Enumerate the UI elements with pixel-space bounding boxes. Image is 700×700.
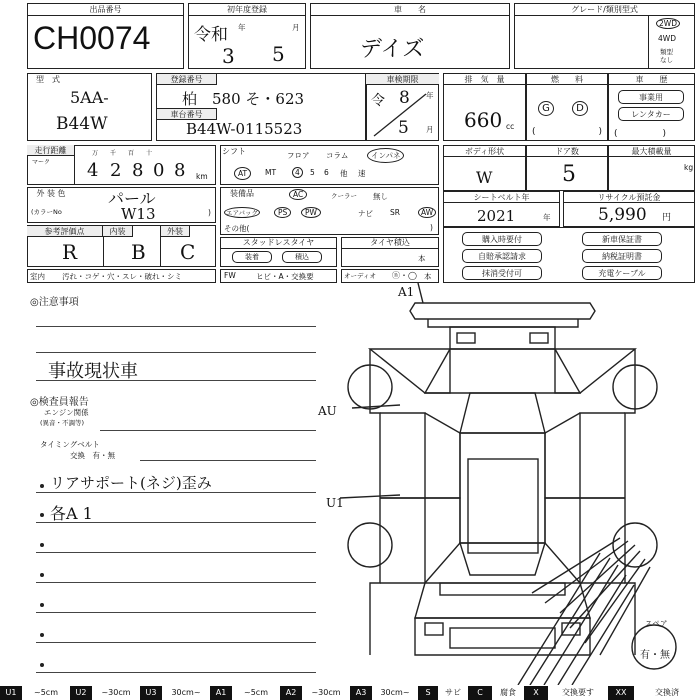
audio-unit: 本: [424, 272, 432, 281]
eval-score: R: [62, 240, 78, 264]
equip-label: 装備品: [230, 189, 254, 198]
seatbelt-label: シートベルト年: [443, 192, 560, 203]
line-f7: [36, 672, 316, 673]
hood: [450, 327, 555, 349]
shift-label: シフト: [222, 147, 246, 156]
mileage-digit-2: 2: [110, 160, 122, 181]
legend-code-xx: XX: [608, 686, 634, 700]
inspection-label: 車検期限: [366, 74, 439, 85]
legend-desc-u1: ~5cm: [34, 688, 58, 697]
bullet-2: [40, 513, 44, 517]
reg-number: 柏 580 そ・623: [182, 90, 305, 108]
shift-speed: 速: [358, 169, 366, 178]
doc-tax: 納税証明書: [582, 249, 662, 263]
legend-code-a1: A1: [210, 686, 232, 700]
legend-desc-x: 交換要す: [562, 688, 594, 697]
mileage-unit: km: [196, 172, 208, 181]
finding-each-a1: 各A 1: [50, 504, 93, 523]
legend-desc-xx: 交換済: [655, 688, 679, 697]
body-label: ボディ形状: [443, 146, 526, 157]
legend-code-s: S: [418, 686, 438, 700]
model-name-label: 車 名: [310, 4, 510, 16]
equip-aw: AW: [418, 207, 436, 218]
line-f2: [36, 522, 316, 523]
body-value: W: [476, 168, 493, 187]
fuel-label: 燃 料: [526, 74, 608, 85]
interior-cond-items: 汚れ・コゲ・穴・スレ・破れ・シミ: [62, 272, 182, 281]
interior-grade: B: [131, 240, 146, 264]
grade-label: グレード/類別型式: [514, 4, 695, 16]
doors-value: 5: [562, 162, 576, 187]
inspection-month: 5: [398, 118, 409, 138]
bullet-4: [40, 573, 44, 577]
legend-desc-c: 腐食: [500, 688, 516, 697]
legend-code-u3: U3: [140, 686, 162, 700]
bullet-6: [40, 633, 44, 637]
color-code: W13: [121, 205, 156, 223]
legend-code-x: X: [524, 686, 548, 700]
bullet-1: [40, 484, 44, 488]
mileage-mark: マーク: [32, 159, 51, 166]
bullet-5: [40, 603, 44, 607]
timing-line: [140, 460, 316, 461]
legend-desc-a1: ~5cm: [244, 688, 268, 697]
shift-5: 5: [310, 168, 315, 177]
displacement-value: 660: [464, 108, 503, 132]
equip-ac: AC: [289, 189, 307, 200]
bullet-7: [40, 663, 44, 667]
type-label: 型 式: [36, 75, 60, 84]
history-label: 車 歴: [608, 74, 695, 85]
mileage-scale: 万千百十: [92, 150, 165, 157]
diagram-mark-u1: U1: [326, 496, 344, 510]
doc-charge-cable: 充電ケーブル: [582, 266, 662, 280]
history-rental: レンタカー: [618, 107, 684, 121]
shift-column: コラム: [326, 151, 349, 160]
first-reg-month: 5: [272, 42, 285, 66]
fw-items: ヒビ・A・交換要: [256, 272, 314, 281]
first-reg-era: 令和: [194, 25, 228, 45]
inspection-slash: [366, 86, 439, 141]
shift-mt: MT: [265, 168, 277, 177]
legend-code-u2: U2: [70, 686, 92, 700]
capacity-unit: kg: [684, 163, 694, 172]
engine-sub: (異音・不調等): [40, 419, 85, 427]
mark-box: [28, 156, 75, 184]
tire-label: タイヤ積込: [341, 237, 439, 249]
eval-divider-1: [103, 237, 104, 267]
equip-ps: PS: [274, 207, 291, 218]
shift-at: AT: [234, 167, 251, 180]
shift-4: 4: [292, 167, 303, 178]
legend-code-a2: A2: [280, 686, 302, 700]
line-f5: [36, 612, 316, 613]
eval-label: 参考評価点: [27, 226, 103, 237]
first-reg-label: 初年度登録: [188, 4, 306, 16]
type-line-2: B44W: [56, 114, 108, 134]
reg-label: 登録番号: [157, 74, 217, 85]
studless-loaded: 積込: [282, 251, 322, 263]
exterior-label: 外装: [160, 226, 190, 237]
engine-line: [100, 430, 316, 431]
legend-code-a3: A3: [350, 686, 372, 700]
equip-sr: SR: [390, 208, 400, 217]
audio-head: オーディオ: [344, 272, 376, 280]
legend-code-u1: U1: [0, 686, 22, 700]
legend-code-c: C: [468, 686, 492, 700]
capacity-label: 最大積載量: [608, 146, 695, 157]
line-f6: [36, 642, 316, 643]
month-unit: 月: [292, 23, 300, 32]
eval-divider-2: [160, 237, 161, 267]
model-name: デイズ: [360, 37, 425, 62]
recycle-unit: 円: [662, 213, 672, 223]
car-damage-diagram: [300, 283, 700, 685]
equip-cooler: クーラー: [331, 192, 357, 200]
fuel-gasoline: G: [538, 101, 554, 116]
color-paren-close: ): [208, 208, 211, 217]
fw-head: FW: [224, 271, 236, 280]
mileage-label: 走行距離: [27, 145, 75, 156]
fuel-paren: ( ): [532, 127, 603, 137]
drive-2wd: 2WD: [656, 18, 680, 29]
inspection-year: 8: [399, 88, 410, 108]
color-value: パール: [108, 189, 156, 208]
line-f1: [36, 492, 316, 493]
equip-pw: PW: [301, 207, 321, 218]
legend-desc-a3: 30cm~: [380, 688, 410, 697]
shift-panel: インパネ: [367, 148, 404, 163]
history-business: 事業用: [618, 90, 684, 104]
tire-unit: 本: [418, 254, 426, 263]
notes-label: ◎注意事項: [30, 297, 79, 308]
line-f3: [36, 552, 316, 553]
legend-desc-u2: ~30cm: [101, 688, 131, 697]
legend-desc-u3: 30cm~: [171, 688, 201, 697]
recycle-label: リサイクル預託金: [563, 192, 695, 203]
spare-label: スペア: [645, 619, 668, 628]
equip-airbag: エアバッグ: [226, 209, 258, 217]
interior-label: 内装: [103, 226, 133, 237]
shift-other: 他: [340, 169, 348, 178]
seatbelt-year: 2021: [477, 207, 516, 225]
spare-value: 有・無: [640, 650, 670, 661]
equip-other: その他(: [224, 224, 250, 233]
color-no-label: (カラーNo: [31, 208, 62, 216]
diagram-mark-a1: A1: [398, 285, 415, 299]
legend-desc-s: サビ: [445, 688, 461, 697]
equip-navi: ナビ: [358, 209, 373, 218]
type-line-1: 5AA-: [70, 88, 109, 107]
diagram-mark-au: AU: [318, 404, 337, 418]
shift-floor: フロア: [287, 151, 310, 160]
lot-number: CH0074: [33, 20, 151, 56]
doc-warranty: 新車保証書: [582, 232, 662, 246]
bullet-3: [40, 543, 44, 547]
lot-label: 出品番号: [27, 4, 184, 16]
notes-line-2: [36, 352, 316, 353]
mileage-digit-1: 4: [87, 160, 99, 181]
insp-year-unit: 年: [426, 91, 434, 100]
studless-label: スタッドレスタイヤ: [220, 237, 337, 249]
insp-month-unit: 月: [426, 125, 434, 134]
line-f4: [36, 582, 316, 583]
recycle-value: 5,990: [598, 205, 647, 225]
chassis-label: 車台番号: [157, 108, 217, 120]
doc-purchase: 購入時要付: [462, 232, 542, 246]
timing-sub: 交換 有・無: [70, 451, 115, 460]
doc-liability: 自賠承認請求: [462, 249, 542, 263]
year-unit: 年: [238, 23, 246, 32]
displacement-unit: cc: [506, 122, 515, 131]
color-label: 外 装 色: [36, 189, 66, 198]
legend-desc-a2: ~30cm: [311, 688, 341, 697]
mileage-digit-3: 8: [132, 160, 144, 181]
fuel-diesel: D: [572, 101, 588, 116]
drive-4wd: 4WD: [658, 34, 676, 43]
exterior-grade: C: [180, 240, 196, 264]
note-accident: 事故現状車: [48, 361, 138, 382]
grade-none-note: 類型 なし: [660, 48, 673, 64]
audio-mark: ⓝ・◯: [392, 271, 417, 280]
equip-none: 無し: [373, 192, 388, 201]
seatbelt-unit: 年: [543, 213, 551, 222]
mileage-digit-4: 0: [153, 160, 165, 181]
first-reg-year: 3: [222, 44, 235, 68]
inspection-era: 令: [371, 93, 385, 109]
finding-rear-support: リアサポート(ネジ)歪み: [50, 474, 212, 492]
mileage-digit-5: 8: [174, 160, 186, 181]
doors-label: ドア数: [526, 146, 608, 157]
shift-6: 6: [324, 168, 329, 177]
history-paren: ( ): [614, 129, 667, 139]
chassis-number: B44W-0115523: [186, 120, 303, 138]
report-label: ◎検査員報告: [30, 397, 89, 408]
interior-cond-head: 室内: [30, 272, 45, 281]
studless-mounted: 装着: [232, 251, 272, 263]
timing-label: タイミングベルト: [40, 440, 100, 449]
engine-label: エンジン関係: [44, 408, 89, 417]
doc-cancel: 抹消受付可: [462, 266, 542, 280]
displacement-label: 排 気 量: [443, 74, 526, 85]
equip-other-close: ): [430, 223, 433, 232]
notes-line-1: [36, 326, 316, 327]
